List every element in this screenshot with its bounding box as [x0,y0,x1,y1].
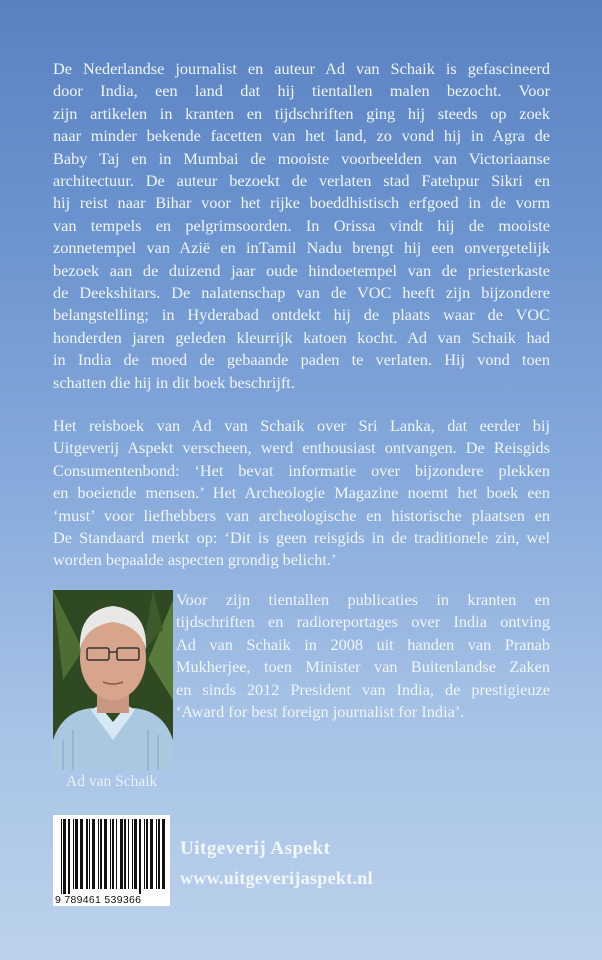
barcode-bar [162,819,165,889]
barcode-bar [63,819,66,895]
text-line: ‘Award for best foreign journalist for India’. [176,702,465,722]
description-paragraph [53,58,550,394]
barcode-bar [139,819,141,895]
text-line: bezoek aan de duizend jaar oude hindoetempel van de priesterkaste [53,260,550,280]
barcode-bar [98,819,99,889]
text-line: van tempels en pelgrimsoorden. In Orissa vindt hij de mooiste [53,215,550,235]
barcode-bars [53,815,170,895]
text-line: belangstelling; in Hyderabad ontdekt hij de plaats waar de VOC [53,305,550,325]
text-line: en sinds 2012 President van India, de prestigieuze [176,679,550,699]
barcode-bar [116,819,117,889]
text-line: Baby Taj en in Mumbai de mooiste voorbeelden van Victoriaanse [53,148,550,168]
barcode-bar [156,819,157,889]
barcode-bar [128,819,129,889]
barcode-bar [80,819,83,889]
barcode-bar [120,819,123,889]
text-line: naar minder bekende facetten van het land, zo vond hij in Agra de [53,126,550,146]
isbn-barcode [53,815,170,906]
text-line: schatten die hij in dit boek beschrijft. [53,372,295,392]
barcode-bar [73,819,74,889]
text-line: hij reist naar Bihar voor het rijke boeddhistisch erfgoed in de vorm [53,193,550,213]
barcode-bar [100,819,102,889]
text-line: tijdschriften en radioreportages over India ontving [176,612,550,632]
text-line: in India de moed de gebaande paden te verlaten. Hij vond toen [53,350,550,370]
barcode-bar [110,819,111,889]
text-line: ‘must’ voor liefhebbers van archeologische en historische plaatsen en [53,505,550,525]
barcode-bar [132,819,133,889]
reviews-paragraph [53,415,550,572]
text-line: de Deekshitars. De nalatenschap van de VOC heeft zijn bijzondere [53,283,550,303]
barcode-bar [158,819,160,889]
text-line: honderden jaren geleden kleurrijk katoen kocht. Ad van Schaik had [53,327,550,347]
text-line: Mukherjee, toen Minister van Buitenlandse Zaken [176,657,550,677]
isbn-number: 9 789461 539366 [55,894,142,906]
barcode-bar [134,819,137,889]
text-line: Consumentenbond: ‘Het bevat informatie over bijzondere plekken [53,460,550,480]
barcode-bar [112,819,114,889]
barcode-bar [61,819,62,895]
text-line: Uitgeverij Aspekt verscheen, werd enthousiast ontvangen. De Reisgids [53,438,550,458]
text-line: Voor zijn tientallen publicaties in kranten en [176,590,550,609]
author-bio [176,589,550,723]
barcode-bar [146,819,148,889]
publisher-name: Uitgeverij Aspekt [180,838,331,859]
barcode-bar [75,819,78,889]
text-line: worden bepaalde aspecten grondig belicht.’ [53,550,337,570]
text-line: De Standaard merkt op: ‘Dit is geen reisgids in de traditionele zin, wel [53,528,550,548]
publisher-website[interactable]: www.uitgeverijaspekt.nl [180,868,373,888]
text-line: architectuur. De auteur bezoekt de verlaten stad Fatehpur Sikri en [53,171,550,191]
barcode-bar [89,819,90,889]
text-line: zijn artikelen in kranten en tijdschriften ging hij steeds op zoek [53,103,550,123]
barcode-bar [104,819,107,889]
barcode-bar [92,819,95,889]
barcode-bar [150,819,153,889]
text-line: door India, een land dat hij tientallen malen bezocht. Voor [53,81,550,101]
author-caption: Ad van Schaik [66,773,158,790]
barcode-bar [68,819,70,895]
author-photo [53,590,173,770]
text-line: zonnetempel van Azië en inTamil Nadu brengt hij een onvergetelijk [53,238,550,258]
text-line: Ad van Schaik in 2008 uit handen van Pranab [176,634,550,654]
text-line: en boeiende mensen.’ Het Archeologie Magazine noemt het boek een [53,483,550,503]
text-line: Het reisboek van Ad van Schaik over Sri Lanka, dat eerder bij [53,416,550,435]
barcode-bar [144,819,145,889]
barcode-bar [124,819,126,889]
barcode-bar [86,819,88,889]
text-line: De Nederlandse journalist en auteur Ad van Schaik is gefascineerd [53,59,550,78]
